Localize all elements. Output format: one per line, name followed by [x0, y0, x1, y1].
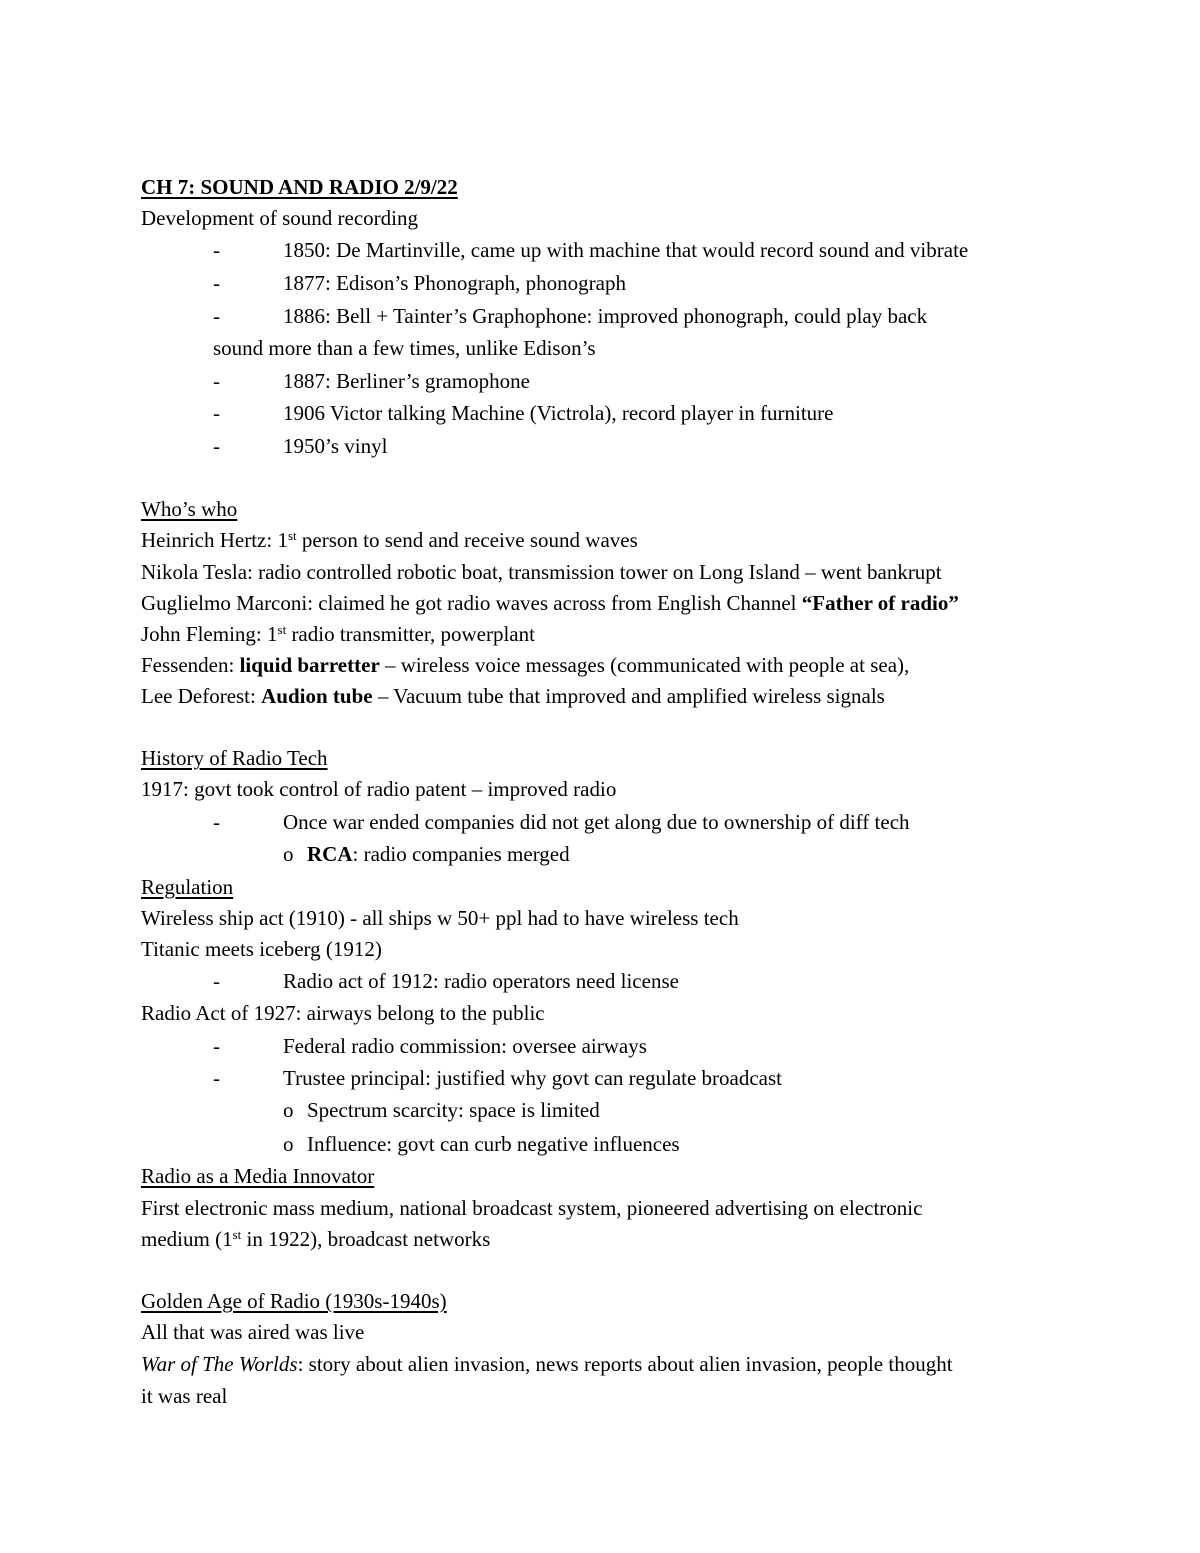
recording-heading: Development of sound recording — [141, 206, 419, 230]
regulation-line: Titanic meets iceberg (1912) — [141, 937, 382, 961]
list-dash: - — [213, 304, 220, 328]
regulation-line: Radio Act of 1927: airways belong to the public — [141, 1001, 545, 1025]
list-item: 1950’s vinyl — [283, 434, 388, 458]
list-item: Trustee principal: justified why govt can regulate broadcast — [283, 1066, 783, 1090]
innovator-line: First electronic mass medium, national broadcast system, pioneered advertising on electronic — [141, 1196, 923, 1220]
list-item: Radio act of 1912: radio operators need license — [283, 969, 679, 993]
list-dash: - — [213, 238, 220, 262]
fleming-line — [141, 624, 535, 645]
text-segment: Lee Deforest: — [141, 684, 262, 708]
golden-age-line: it was real — [141, 1384, 228, 1408]
text-segment: medium (1 — [141, 1227, 233, 1251]
sub-bullet: o — [283, 842, 294, 866]
text-segment: Influence: govt can curb negative influences — [307, 1132, 680, 1156]
text-segment: Guglielmo Marconi: claimed he got radio waves across from English Channel — [141, 591, 802, 615]
list-item: 1906 Victor talking Machine (Victrola), record player in furniture — [283, 401, 834, 425]
sub-list-item — [283, 1100, 600, 1121]
hertz-line — [141, 530, 638, 551]
text-segment: in 1922), broadcast networks — [241, 1227, 491, 1251]
innovator-heading: Radio as a Media Innovator — [141, 1164, 375, 1188]
list-dash: - — [213, 271, 220, 295]
list-dash: - — [213, 810, 220, 834]
text-segment: radio transmitter, powerplant — [286, 622, 535, 646]
deforest-line — [141, 686, 885, 707]
history-line: 1917: govt took control of radio patent – improved radio — [141, 777, 617, 801]
bold-term: “Father of radio” — [801, 591, 959, 615]
regulation-line: Wireless ship act (1910) - all ships w 50+ ppl had to have wireless tech — [141, 906, 739, 930]
text-segment: Fessenden: — [141, 653, 240, 677]
list-item: 1887: Berliner’s gramophone — [283, 369, 530, 393]
text-segment: person to send and receive sound waves — [296, 528, 638, 552]
text-segment: : story about alien invasion, news reports about alien invasion, people thought — [297, 1352, 953, 1376]
list-item: 1886: Bell + Tainter’s Graphophone: improved phonograph, could play back — [283, 304, 928, 328]
list-dash: - — [213, 401, 220, 425]
text-segment: – wireless voice messages (communicated with people at sea), — [379, 653, 910, 677]
sub-bullet: o — [283, 1098, 294, 1122]
bold-term: Audion tube — [261, 684, 373, 708]
innovator-line — [141, 1229, 490, 1250]
superscript: st — [287, 528, 297, 543]
whos-who-heading: Who’s who — [141, 497, 238, 521]
superscript: st — [232, 1227, 242, 1242]
marconi-line — [141, 593, 959, 614]
text-segment: Heinrich Hertz: 1 — [141, 528, 288, 552]
list-dash: - — [213, 434, 220, 458]
list-item: Federal radio commission: oversee airways — [283, 1034, 647, 1058]
list-item: Once war ended companies did not get along due to ownership of diff tech — [283, 810, 910, 834]
superscript: st — [277, 622, 287, 637]
bold-term: liquid barretter — [239, 653, 380, 677]
text-segment: : radio companies merged — [352, 842, 570, 866]
italic-title: War of The Worlds — [141, 1352, 298, 1376]
regulation-heading: Regulation — [141, 875, 234, 899]
fessenden-line — [141, 655, 909, 676]
page-title: CH 7: SOUND AND RADIO 2/9/22 — [141, 175, 458, 199]
text-segment: Spectrum scarcity: space is limited — [307, 1098, 600, 1122]
sub-list-item — [283, 844, 570, 865]
text-segment: John Fleming: 1 — [141, 622, 278, 646]
golden-age-line — [141, 1354, 953, 1375]
tesla-line: Nikola Tesla: radio controlled robotic boat, transmission tower on Long Island – went bankrupt — [141, 560, 942, 584]
golden-age-heading: Golden Age of Radio (1930s-1940s) — [141, 1289, 447, 1313]
sub-list-item — [283, 1134, 680, 1155]
list-dash: - — [213, 1066, 220, 1090]
list-dash: - — [213, 1034, 220, 1058]
history-heading: History of Radio Tech — [141, 746, 328, 770]
bold-term: RCA — [307, 842, 353, 866]
list-item: 1850: De Martinville, came up with machine that would record sound and vibrate — [283, 238, 969, 262]
list-dash: - — [213, 969, 220, 993]
golden-age-line: All that was aired was live — [141, 1320, 365, 1344]
list-item-continuation: sound more than a few times, unlike Edison’s — [213, 336, 596, 360]
list-dash: - — [213, 369, 220, 393]
list-item: 1877: Edison’s Phonograph, phonograph — [283, 271, 626, 295]
text-segment: – Vacuum tube that improved and amplified wireless signals — [372, 684, 885, 708]
sub-bullet: o — [283, 1132, 294, 1156]
